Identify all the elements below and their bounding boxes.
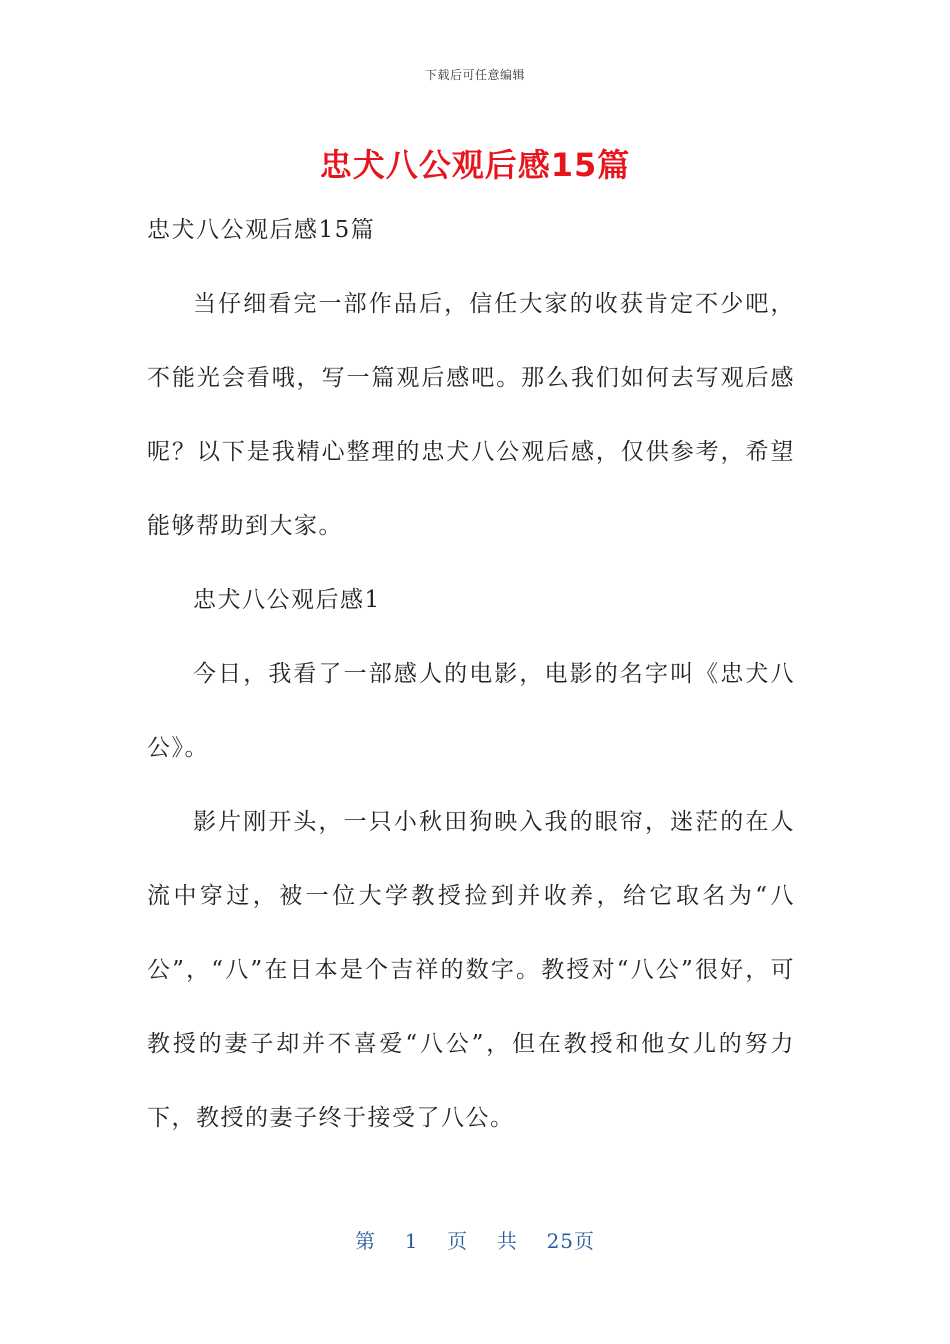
footer-total-label: 共 xyxy=(496,1229,518,1253)
footer-page-unit: 页 xyxy=(447,1229,469,1253)
document-body xyxy=(147,193,795,1155)
header-note: 下载后可任意编辑 xyxy=(424,68,525,82)
document-title: 忠犬八公观后感15篇 xyxy=(319,146,631,184)
footer-total-pages: 25页 xyxy=(546,1229,596,1253)
footer-current-page: 1 xyxy=(404,1229,419,1253)
page-footer xyxy=(0,1225,950,1254)
section-heading: 忠犬八公观后感1 xyxy=(193,587,381,613)
intro-paragraph: 当仔细看完一部作品后，信任大家的收获肯定不少吧，不能光会看哦，写一篇观后感吧。那么我们如何去写观后感呢？以下是我精心整理的忠犬八公观后感，仅供参考，希望能够帮助到大家。 xyxy=(147,291,795,539)
body-paragraph: 今日，我看了一部感人的电影，电影的名字叫《忠犬八公》。 xyxy=(147,661,795,761)
document-subtitle: 忠犬八公观后感15篇 xyxy=(147,217,376,243)
body-paragraph: 影片刚开头，一只小秋田狗映入我的眼帘，迷茫的在人流中穿过，被一位大学教授捡到并收养，给它取名为“八公”，“八”在日本是个吉祥的数字。教授对“八公”很好，可教授的妻子却并不喜爱“八公”，但在教授和他女儿的努力下，教授的妻子终于接受了八公。 xyxy=(147,809,795,1131)
footer-page-label: 第 xyxy=(354,1229,376,1253)
